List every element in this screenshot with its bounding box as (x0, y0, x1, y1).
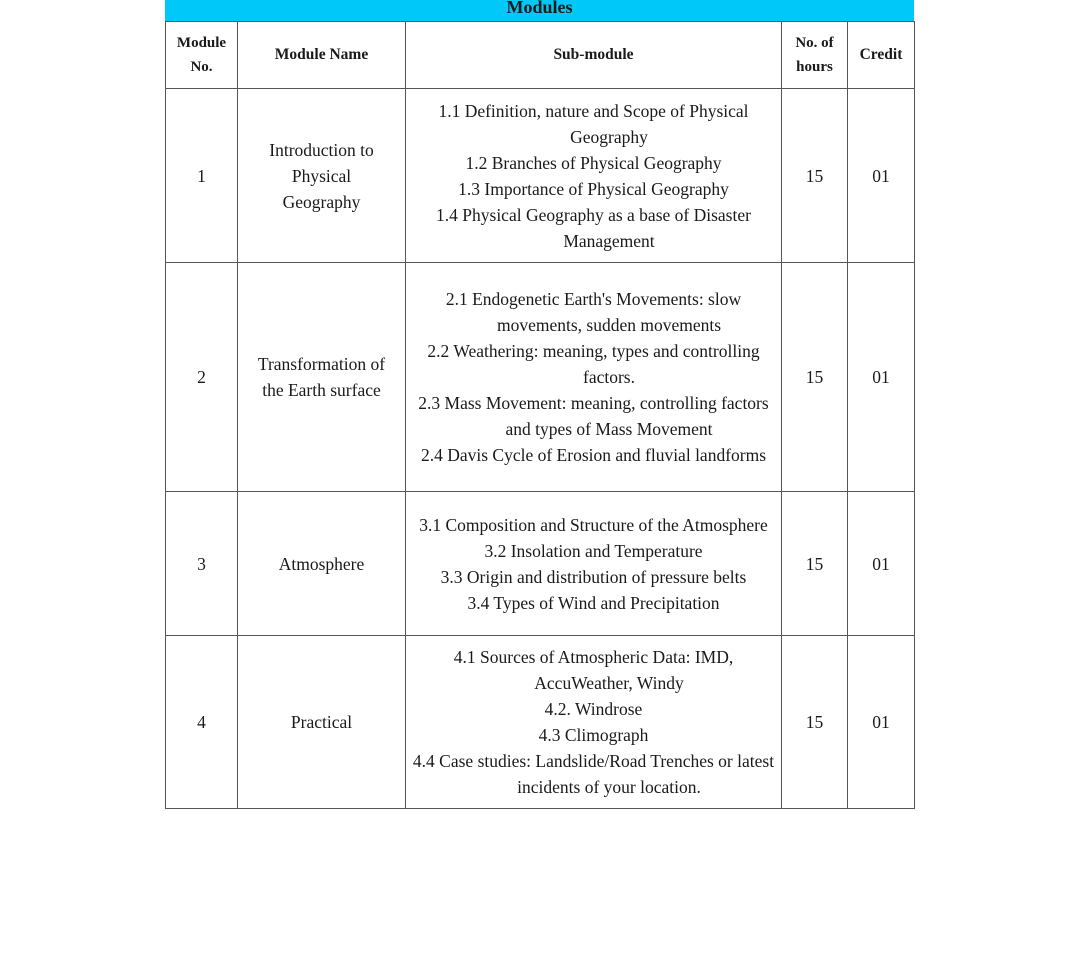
sub-module-item: 4.1 Sources of Atmospheric Data: IMD, AccuWeather, Windy (453, 647, 734, 693)
sub-module-item: 2.4 Davis Cycle of Erosion and fluvial landforms (420, 445, 767, 465)
sub-module-cell (406, 636, 782, 809)
header-sub-module (406, 22, 782, 89)
module-name-line: Practical (290, 712, 353, 732)
table-row (166, 636, 915, 809)
sub-module-cell (406, 263, 782, 492)
table-row (166, 263, 915, 492)
hours-cell: 15 (782, 263, 848, 492)
module-name-line: the Earth surface (262, 380, 381, 400)
sub-module-item: 4.4 Case studies: Landslide/Road Trenches or latest incidents of your location. (412, 751, 775, 797)
hours-cell: 15 (782, 492, 848, 636)
header-credit-text: Credit (859, 46, 903, 63)
sub-module-item: 2.2 Weathering: meaning, types and controlling factors. (427, 341, 760, 387)
hours-cell: 15 (782, 636, 848, 809)
sub-module-item: 2.1 Endogenetic Earth's Movements: slow movements, sudden movements (445, 289, 742, 335)
credit-cell: 01 (848, 636, 915, 809)
sub-module-item: 1.3 Importance of Physical Geography (458, 178, 729, 199)
module-name-line: Atmosphere (278, 553, 365, 574)
module-name-line: Physical (291, 165, 352, 186)
sub-module-item: 1.2 Branches of Physical Geography (465, 152, 722, 173)
module-no-cell: 3 (166, 492, 238, 636)
sub-module-item: 1.1 Definition, nature and Scope of Physical Geography (438, 100, 749, 147)
sub-module-cell (406, 492, 782, 636)
table-row (166, 89, 915, 263)
table-title-banner (165, 0, 914, 21)
module-name-line: Geography (282, 191, 361, 212)
modules-table (165, 21, 915, 809)
table-title: Modules (506, 0, 573, 17)
module-no-cell: 4 (166, 636, 238, 809)
sub-module-item: 3.1 Composition and Structure of the Atmosphere (419, 514, 768, 535)
header-module-name (238, 22, 406, 89)
sub-module-item: 1.4 Physical Geography as a base of Disaster Management (436, 204, 751, 251)
sub-module-item: 2.3 Mass Movement: meaning, controlling factors and types of Mass Movement (418, 393, 769, 439)
header-row (166, 22, 915, 89)
sub-module-item: 4.3 Climograph (538, 725, 649, 745)
hours-cell: 15 (782, 89, 848, 263)
module-name-cell (238, 492, 406, 636)
sub-module-cell (406, 89, 782, 263)
sub-module-item: 3.3 Origin and distribution of pressure belts (440, 566, 747, 587)
module-name-line: Introduction to (269, 139, 374, 160)
credit-cell: 01 (848, 492, 915, 636)
header-hours-line1: No. of (795, 35, 834, 51)
sub-module-item: 4.2. Windrose (544, 699, 643, 719)
header-module-name-text: Module Name (274, 46, 369, 63)
module-name-cell (238, 263, 406, 492)
header-hours-line2: hours (796, 59, 833, 75)
module-no-cell: 2 (166, 263, 238, 492)
header-credit (848, 22, 915, 89)
header-module-no (166, 22, 238, 89)
module-no-cell: 1 (166, 89, 238, 263)
module-name-cell (238, 89, 406, 263)
module-name-line: Transformation of (257, 354, 386, 374)
sub-module-item: 3.4 Types of Wind and Precipitation (467, 592, 720, 613)
module-name-cell (238, 636, 406, 809)
table-row (166, 492, 915, 636)
header-module-no-line2: No. (190, 59, 213, 75)
sub-module-item: 3.2 Insolation and Temperature (484, 540, 703, 561)
header-sub-module-text: Sub-module (553, 46, 634, 63)
header-hours (782, 22, 848, 89)
credit-cell: 01 (848, 263, 915, 492)
credit-cell: 01 (848, 89, 915, 263)
header-module-no-line1: Module (176, 35, 227, 51)
